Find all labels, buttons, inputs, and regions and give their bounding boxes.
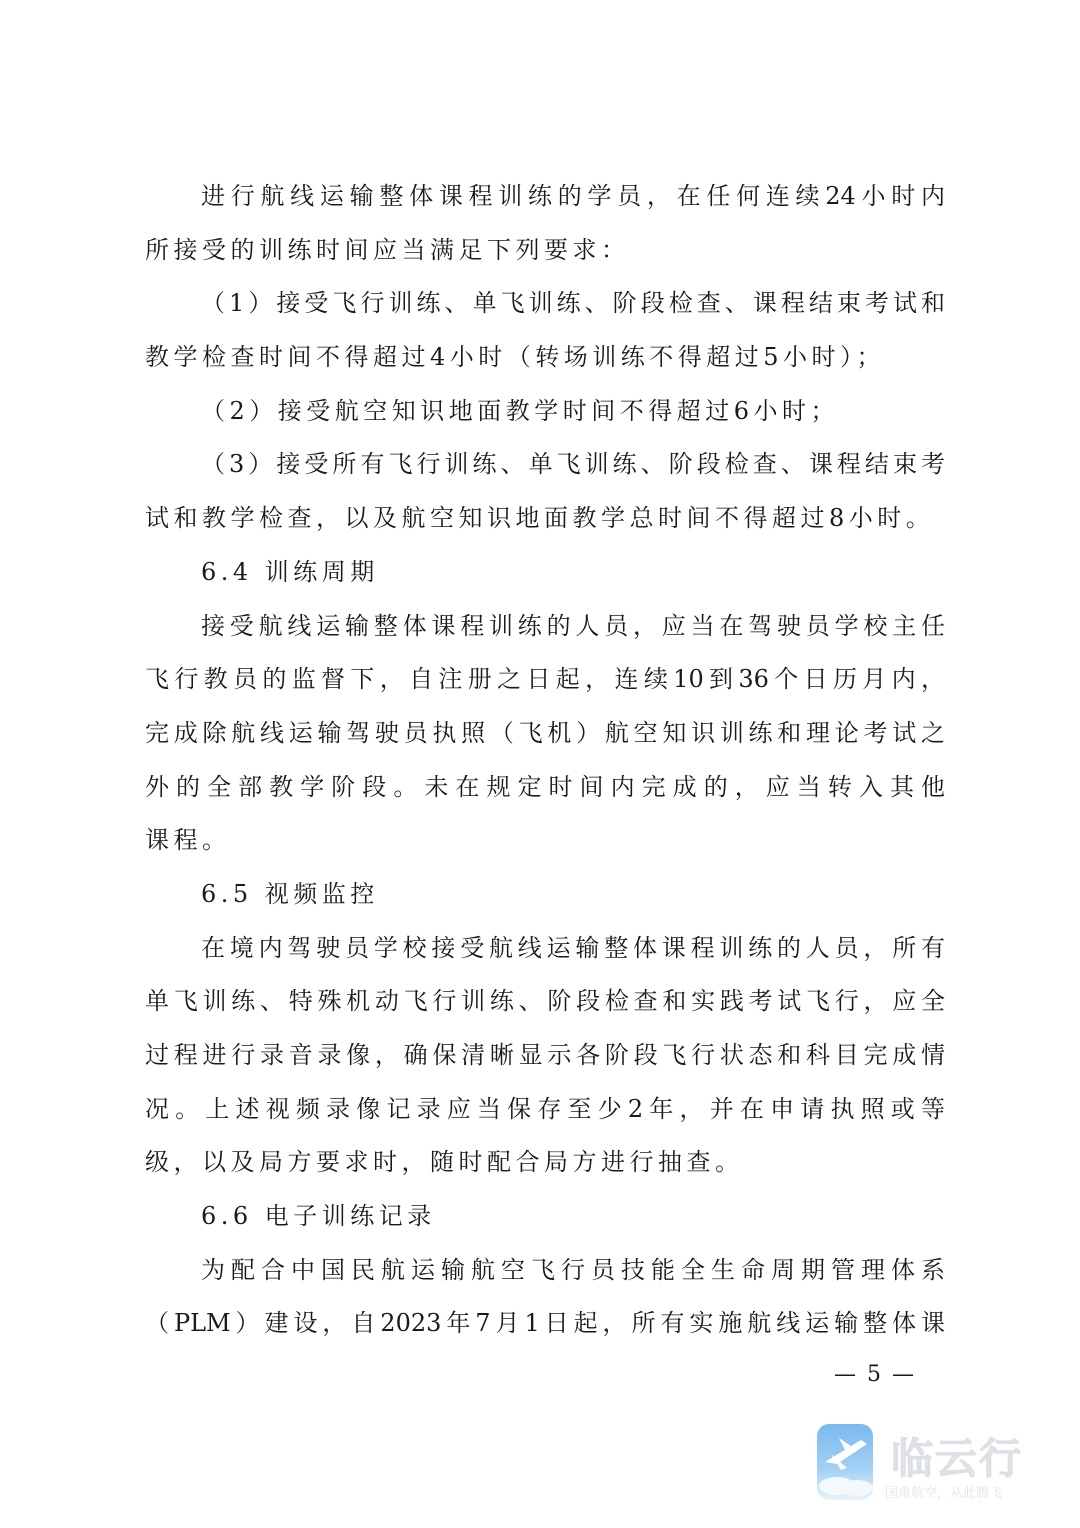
paragraph bbox=[145, 438, 945, 545]
text-line: 为配合中国民航运输航空飞行员技能全生命周期管理体系 bbox=[201, 1255, 945, 1284]
text-line: 所接受的训练时间应当满足下列要求： bbox=[145, 235, 630, 264]
text-line: 完成除航线运输驾驶员执照（飞机）航空知识训练和理论考试之 bbox=[145, 718, 945, 747]
text-line: 教学检查时间不得超过4小时（转场训练不得超过5小时）； bbox=[145, 343, 886, 372]
page-number: — 5 — bbox=[834, 1362, 916, 1387]
text-line: 课程。 bbox=[145, 826, 231, 855]
text-line: 飞行教员的监督下，自注册之日起，连续10到36个日历月内， bbox=[145, 665, 945, 694]
text-line: （3）接受所有飞行训练、单飞训练、阶段检查、课程结束考 bbox=[201, 450, 945, 479]
paragraph bbox=[145, 600, 945, 868]
text-line: 单飞训练、特殊机动飞行训练、阶段检查和实践考试飞行，应全 bbox=[145, 987, 945, 1016]
paragraph bbox=[145, 385, 945, 439]
watermark-logo bbox=[815, 1422, 1035, 1504]
text-line: 试和教学检查，以及航空知识地面教学总时间不得超过8小时。 bbox=[145, 504, 935, 533]
text-line: 况。上述视频录像记录应当保存至少2年，并在申请执照或等 bbox=[145, 1094, 945, 1123]
paragraph bbox=[145, 922, 945, 1190]
text-line: 级，以及局方要求时，随时配合局方进行抽查。 bbox=[145, 1148, 744, 1177]
airplane-app-icon bbox=[817, 1424, 873, 1500]
text-line: （PLM）建设，自2023年7月1日起，所有实施航线运输整体课 bbox=[145, 1309, 945, 1338]
text-line: 过程进行录音录像，确保清晰显示各阶段飞行状态和科目完成情 bbox=[145, 1041, 945, 1069]
text-line: 6.4 训练周期 bbox=[201, 557, 379, 586]
text-line: 接受航线运输整体课程训练的人员，应当在驾驶员学校主任 bbox=[201, 611, 945, 640]
text-line: 进行航线运输整体课程训练的学员，在任何连续24小时内 bbox=[201, 182, 945, 210]
text-line: （1）接受飞行训练、单飞训练、阶段检查、课程结束考试和 bbox=[201, 289, 945, 318]
document-body bbox=[145, 170, 945, 1351]
section-heading bbox=[145, 1190, 945, 1244]
text-line: 外的全部教学阶段。未在规定时间内完成的，应当转入其他 bbox=[145, 772, 945, 801]
text-line: 6.6 电子训练记录 bbox=[201, 1202, 436, 1231]
text-line: 6.5 视频监控 bbox=[201, 879, 379, 908]
paragraph bbox=[145, 1244, 945, 1351]
watermark-name: 临云行 bbox=[891, 1434, 1024, 1483]
watermark-tagline: 国角航空，从此腾飞 bbox=[885, 1486, 1003, 1501]
paragraph bbox=[145, 277, 945, 384]
section-heading bbox=[145, 546, 945, 600]
text-line: （2）接受航空知识地面教学时间不得超过6小时； bbox=[201, 396, 840, 425]
paragraph bbox=[145, 170, 945, 277]
section-heading bbox=[145, 868, 945, 922]
text-line: 在境内驾驶员学校接受航线运输整体课程训练的人员，所有 bbox=[201, 933, 945, 962]
